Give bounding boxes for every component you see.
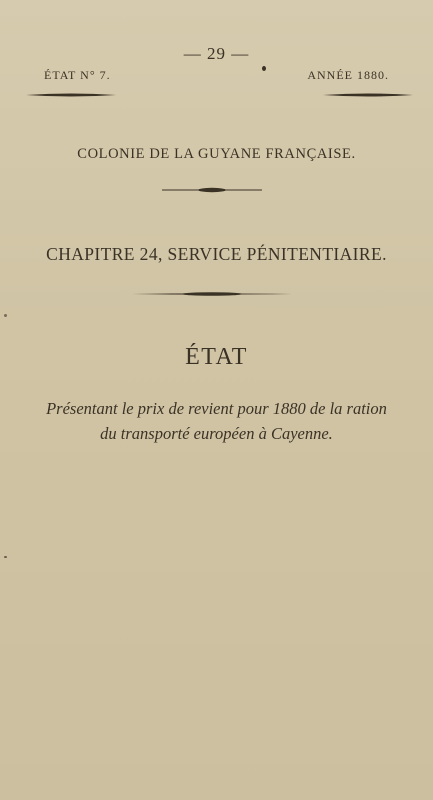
colony-heading: COLONIE DE LA GUYANE FRANÇAISE. xyxy=(77,146,356,162)
etat-number: ÉTAT N° 7. xyxy=(44,68,111,82)
ink-spot xyxy=(4,314,7,317)
year-label: ANNÉE 1880. xyxy=(307,68,389,82)
header-rule-right xyxy=(323,92,413,98)
page-number: — 29 — xyxy=(183,44,250,63)
ink-spot xyxy=(262,66,266,71)
chapter-heading: CHAPITRE 24, SERVICE PÉNITENTIAIRE. xyxy=(46,244,387,264)
header-rule-left xyxy=(26,92,116,98)
ornamental-rule xyxy=(132,290,292,298)
ornamental-rule xyxy=(162,186,262,194)
ink-spot xyxy=(4,556,7,558)
document-subtitle: Présentant le prix de revient pour 1880 de la ration du transporté européen à Cayenne. xyxy=(46,399,387,443)
document-title: ÉTAT xyxy=(185,344,248,370)
